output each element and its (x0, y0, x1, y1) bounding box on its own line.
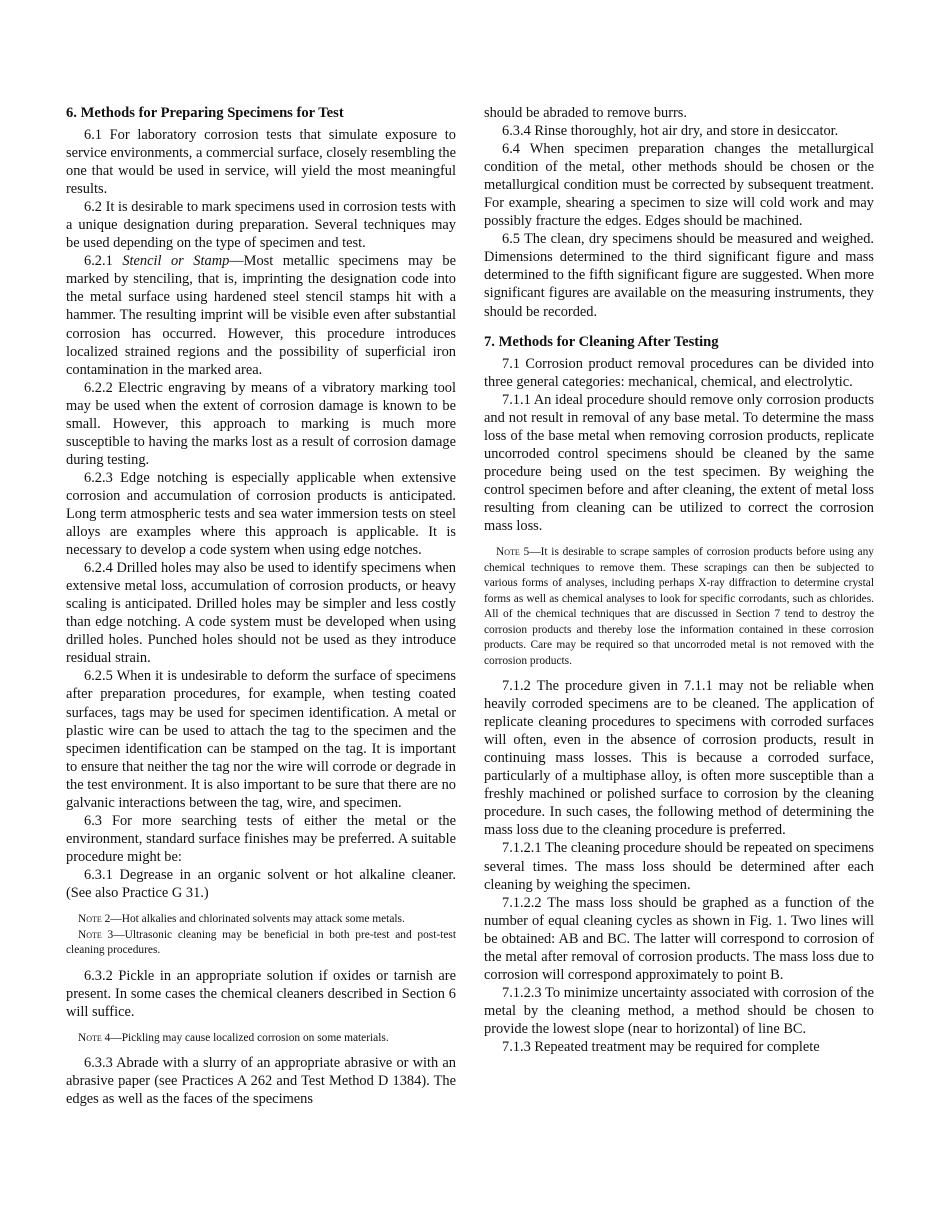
note-4 (66, 1031, 456, 1047)
paragraph-6-3: 6.3 For more searching tests of either the metal or the environment, standard surface finishes may be preferred. A suitable procedure might be: (66, 812, 456, 865)
paragraph-6-3-4: 6.3.4 Rinse thoroughly, hot air dry, and store in desiccator. (502, 123, 839, 140)
note-3-label: Note (78, 928, 102, 941)
paragraph-6-3-1: 6.3.1 Degrease in an organic solvent or hot alkaline cleaner. (See also Practice G 31.) (66, 866, 456, 901)
paragraph-6-1: 6.1 For laboratory corrosion tests that simulate exposure to service environments, a commercial surface, closely resembling the one that would be used in service, will yield the most meaningful results. (66, 127, 456, 198)
paragraph-6-2-3: 6.2.3 Edge notching is especially applicable when extensive corrosion and accumulation of corrosion products is anticipated. Long term atmospheric tests and sea water immersion tests on steel alloys are examples where this approach is applicable. It is necessary to develop a code system when using edge notches. (66, 469, 456, 559)
note-2 (66, 912, 456, 928)
paragraph-7-1-2: 7.1.2 The procedure given in 7.1.1 may not be reliable when heavily corroded specimens are to be cleaned. The application of replicate cleaning procedures to specimens with corroded surfaces will often, even in the absence of corrosion products, result in continuing mass losses. This is because a corroded surface, particularly of a multiphase alloy, is often more susceptible than a freshly machined or polished surface to corrosion by the cleaning procedure. In such cases, the following method of determining the mass loss due to the cleaning procedure is preferred. (484, 678, 874, 839)
paragraph-6-2-2: 6.2.2 Electric engraving by means of a vibratory marking tool may be used when the extent of corrosion damage is known to be small. However, this approach to marking is much more susceptible to having the marks lost as a result of corrosion damage during testing. (66, 379, 456, 468)
paragraph-6-3-3-continued: should be abraded to remove burrs. (484, 105, 688, 121)
note-3-text: 3—Ultrasonic cleaning may be beneficial in both pre-test and post-test cleaning procedures. (66, 928, 456, 957)
note-3 (66, 928, 456, 959)
note-2-text: 2—Hot alkalies and chlorinated solvents may attack some metals. (101, 913, 405, 926)
note-2-label: Note (78, 913, 102, 926)
notes-5 (484, 545, 874, 669)
paragraph-6-5: 6.5 The clean, dry specimens should be measured and weighed. Dimensions determined to the third significant figure and mass determined to the fifth significant figure are suggested. When more significant figures are available on the measuring instruments, they should be recorded. (484, 231, 874, 320)
paragraph-7-1-2-3: 7.1.2.3 To minimize uncertainty associated with corrosion of the metal by the cleaning method, a method should be chosen to provide the lowest slope (near to horizontal) of line BC. (484, 984, 874, 1037)
paragraph-7-1-3: 7.1.3 Repeated treatment may be required for complete (502, 1038, 820, 1055)
note-5-text: 5—It is desirable to scrape samples of corrosion products before using any chemical techniques to remove them. These scrapings can then be subjected to various forms of analyses, including perhaps X-ray diffraction to determine crystal forms as well as chemical analyses to look for specific corrodants, such as chlorides. All of the chemical techniques that are discussed in Section 7 tend to destroy the corrosion products and thereby lose the information contained in these corrosion products. Care may be required so that uncorroded metal is not removed with the corrosion products. (484, 546, 874, 667)
paragraph-6-3-2: 6.3.2 Pickle in an appropriate solution if oxides or tarnish are present. In some cases the chemical cleaners described in Section 6 will suffice. (66, 967, 456, 1020)
paragraph-6-2: 6.2 It is desirable to mark specimens used in corrosion tests with a unique designation during preparation. Several techniques may be used depending on the type of specimen and test. (66, 199, 456, 252)
paragraph-7-1-2-1: 7.1.2.1 The cleaning procedure should be repeated on specimens several times. The mass loss should be determined after each cleaning by weighing the specimen. (484, 840, 874, 893)
section-6-heading: 6. Methods for Preparing Specimens for Test (66, 105, 344, 121)
paragraph-6-2-1-text: —Most metallic specimens may be marked by stenciling, that is, imprinting the designation code into the metal surface using hardened steel stencil stamps hit with a hammer. The resulting imprint will be visible even after substantial corrosion has occurred. However, this procedure introduces localized strained regions and the possibility of superficial iron contamination in the marked area. (66, 253, 456, 378)
left-column (66, 104, 456, 1108)
paragraph-6-2-1 (66, 252, 456, 378)
paragraph-6-3-3: 6.3.3 Abrade with a slurry of an appropriate abrasive or with an abrasive paper (see Practices A 262 and Test Method D 1384). The edges as well as the faces of the specimens (66, 1055, 456, 1108)
paragraph-6-2-1-title: Stencil or Stamp (122, 253, 230, 270)
section-7-heading: 7. Methods for Cleaning After Testing (484, 333, 719, 350)
paragraph-7-1-2-2: 7.1.2.2 The mass loss should be graphed as a function of the number of equal cleaning cycles as shown in Fig. 1. Two lines will be obtained: AB and BC. The latter will correspond to corrosion of the metal after removal of corrosion products. The mass loss due to corrosion will correspond approximately to point B. (484, 894, 874, 983)
note-5-label: Note (496, 546, 520, 559)
notes-2-3 (66, 912, 456, 959)
notes-4 (66, 1031, 456, 1047)
note-4-label: Note (78, 1031, 102, 1044)
paragraph-6-2-1-number: 6.2.1 (84, 253, 123, 270)
paragraph-6-2-5: 6.2.5 When it is undesirable to deform the surface of specimens after preparation procedures, for example, when testing coated surfaces, tags may be used for specimen identification. A metal or plastic wire can be used to attach the tag to the specimen and the specimen identification can be stamped on the tag. It is important to ensure that neither the tag nor the wire will corrode or degrade in the test environment. It is also important to be sure that there are no galvanic interactions between the tag, wire, and specimen. (66, 668, 456, 811)
paragraph-7-1-1: 7.1.1 An ideal procedure should remove only corrosion products and not result in removal of any base metal. To determine the mass loss of the base metal when removing corrosion products, replicate uncorroded control specimens should be cleaned by the same procedure being used on the test specimen. By weighing the control specimen before and after cleaning, the extent of metal loss resulting from cleaning can be utilized to correct the corrosion mass loss. (484, 391, 874, 534)
paragraph-7-1: 7.1 Corrosion product removal procedures can be divided into three general categories: mechanical, chemical, and electrolytic. (484, 355, 874, 390)
right-column (484, 104, 874, 1056)
paragraph-6-2-4: 6.2.4 Drilled holes may also be used to identify specimens when extensive metal loss, accumulation of corrosion products, or heavy scaling is anticipated. Drilled holes may be simpler and less costly than edge notching. A code system must be developed when using drilled holes. Punched holes should not be used as they introduce residual strain. (66, 560, 456, 667)
paragraph-6-4: 6.4 When specimen preparation changes the metallurgical condition of the metal, other methods should be chosen or the metallurgical condition must be corrected by subsequent treatment. For example, shearing a specimen to size will cold work and may possibly fracture the edges. Edges should be machined. (484, 141, 874, 230)
note-4-text: 4—Pickling may cause localized corrosion on some materials. (101, 1031, 389, 1044)
note-5 (484, 545, 874, 669)
